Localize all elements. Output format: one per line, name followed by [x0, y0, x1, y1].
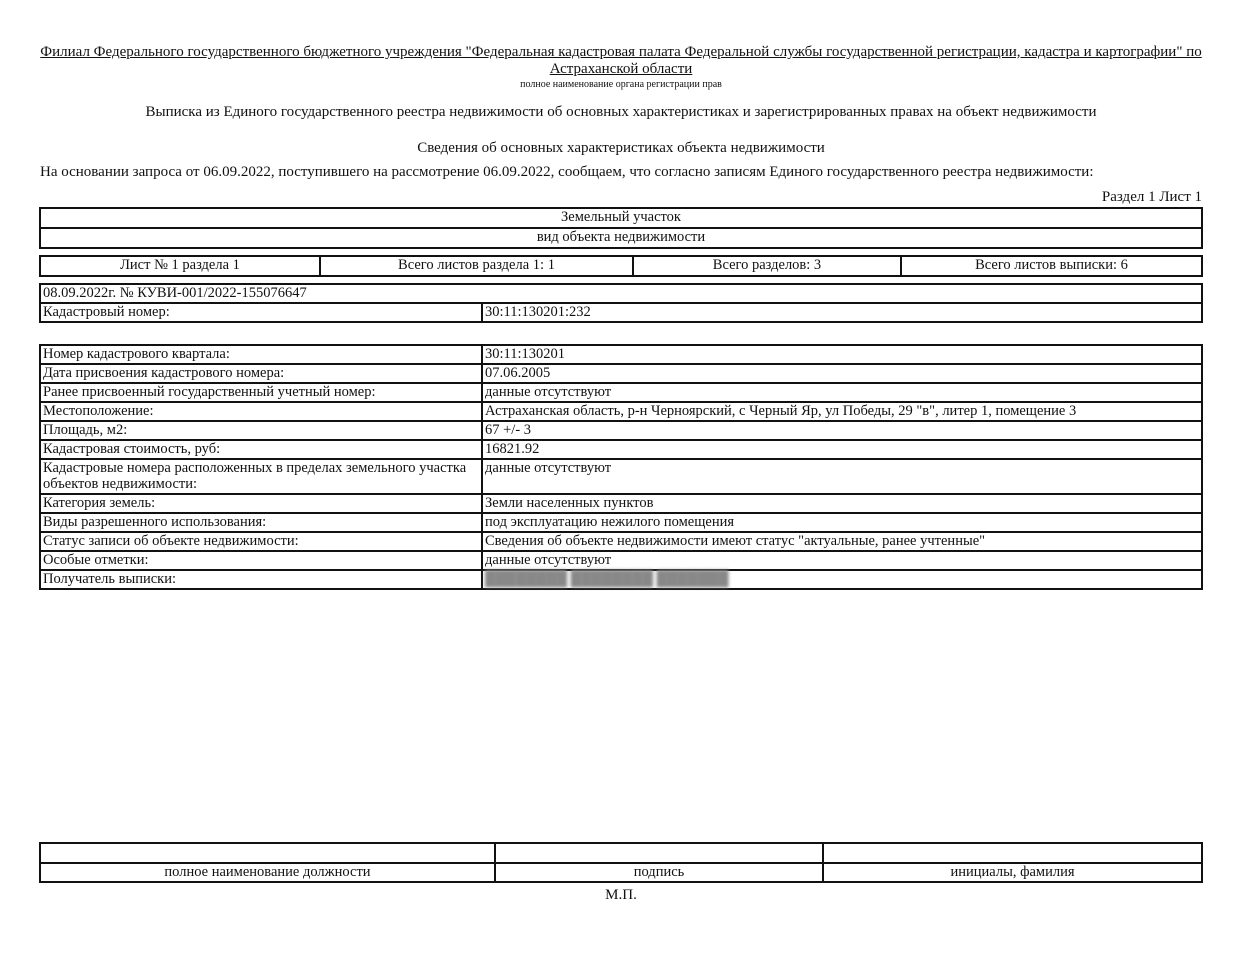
cadastral-number-label: Кадастровый номер: — [40, 303, 482, 322]
record-date-number: 08.09.2022г. № КУВИ-001/2022-155076647 — [40, 284, 1202, 303]
position-cell — [40, 843, 495, 863]
total-section-sheets: Всего листов раздела 1: 1 — [320, 256, 633, 276]
detail-label: Кадастровые номера расположенных в пределах земельного участка объектов недвижимости: — [40, 459, 482, 494]
name-caption: инициалы, фамилия — [823, 863, 1202, 882]
stamp-placeholder: М.П. — [605, 887, 637, 903]
recipient-value — [482, 570, 1202, 589]
details-table — [39, 344, 1203, 590]
recipient-redacted: ████████ ████████ ███████ — [485, 571, 729, 587]
detail-value: данные отсутствуют — [482, 383, 1202, 402]
signature-caption: подпись — [495, 863, 823, 882]
total-sections: Всего разделов: 3 — [633, 256, 901, 276]
total-extract-sheets: Всего листов выписки: 6 — [901, 256, 1202, 276]
cadastral-number-value: 30:11:130201:232 — [482, 303, 1202, 322]
detail-label: Местоположение: — [40, 402, 482, 421]
detail-value: Астраханская область, р-н Черноярский, с Черный Яр, ул Победы, 29 "в", литер 1, помещение 3 — [482, 402, 1202, 421]
detail-value: 30:11:130201 — [482, 345, 1202, 364]
detail-value: под эксплуатацию нежилого помещения — [482, 513, 1202, 532]
detail-label: Категория земель: — [40, 494, 482, 513]
detail-label: Виды разрешенного использования: — [40, 513, 482, 532]
sheets-table — [39, 255, 1203, 277]
organization-name: Филиал Федерального государственного бюджетного учреждения "Федеральная кадастровая палата Федеральной службы государственной регистрации, кадастра и картографии" по Астраханской области — [40, 44, 1202, 77]
detail-value: 07.06.2005 — [482, 364, 1202, 383]
signature-table — [39, 842, 1203, 883]
detail-value: 67 +/- 3 — [482, 421, 1202, 440]
detail-label: Получатель выписки: — [40, 570, 482, 589]
document-title: Выписка из Единого государственного реестра недвижимости об основных характеристиках и зарегистрированных правах на объект недвижимости — [145, 104, 1097, 120]
detail-value: Сведения об объекте недвижимости имеют статус "актуальные, ранее учтенные" — [482, 532, 1202, 551]
organization-caption: полное наименование органа регистрации прав — [520, 79, 722, 90]
detail-value: данные отсутствуют — [482, 459, 1202, 494]
document-subtitle: Сведения об основных характеристиках объекта недвижимости — [417, 140, 825, 156]
signature-cell — [495, 843, 823, 863]
object-type: Земельный участок — [40, 208, 1202, 228]
detail-value: Земли населенных пунктов — [482, 494, 1202, 513]
detail-value: данные отсутствуют — [482, 551, 1202, 570]
detail-label: Особые отметки: — [40, 551, 482, 570]
sheet-number: Лист № 1 раздела 1 — [40, 256, 320, 276]
position-caption: полное наименование должности — [40, 863, 495, 882]
detail-label: Кадастровая стоимость, руб: — [40, 440, 482, 459]
record-table — [39, 283, 1203, 323]
detail-label: Дата присвоения кадастрового номера: — [40, 364, 482, 383]
detail-label: Площадь, м2: — [40, 421, 482, 440]
section-label: Раздел 1 Лист 1 — [1101, 189, 1202, 205]
intro-text: На основании запроса от 06.09.2022, поступившего на рассмотрение 06.09.2022, сообщаем, что согласно записям Единого государственного реестра недвижимости: — [40, 164, 1094, 180]
object-type-table — [39, 207, 1203, 249]
object-type-caption: вид объекта недвижимости — [40, 228, 1202, 248]
detail-label: Статус записи об объекте недвижимости: — [40, 532, 482, 551]
detail-label: Ранее присвоенный государственный учетный номер: — [40, 383, 482, 402]
detail-label: Номер кадастрового квартала: — [40, 345, 482, 364]
name-cell — [823, 843, 1202, 863]
detail-value: 16821.92 — [482, 440, 1202, 459]
